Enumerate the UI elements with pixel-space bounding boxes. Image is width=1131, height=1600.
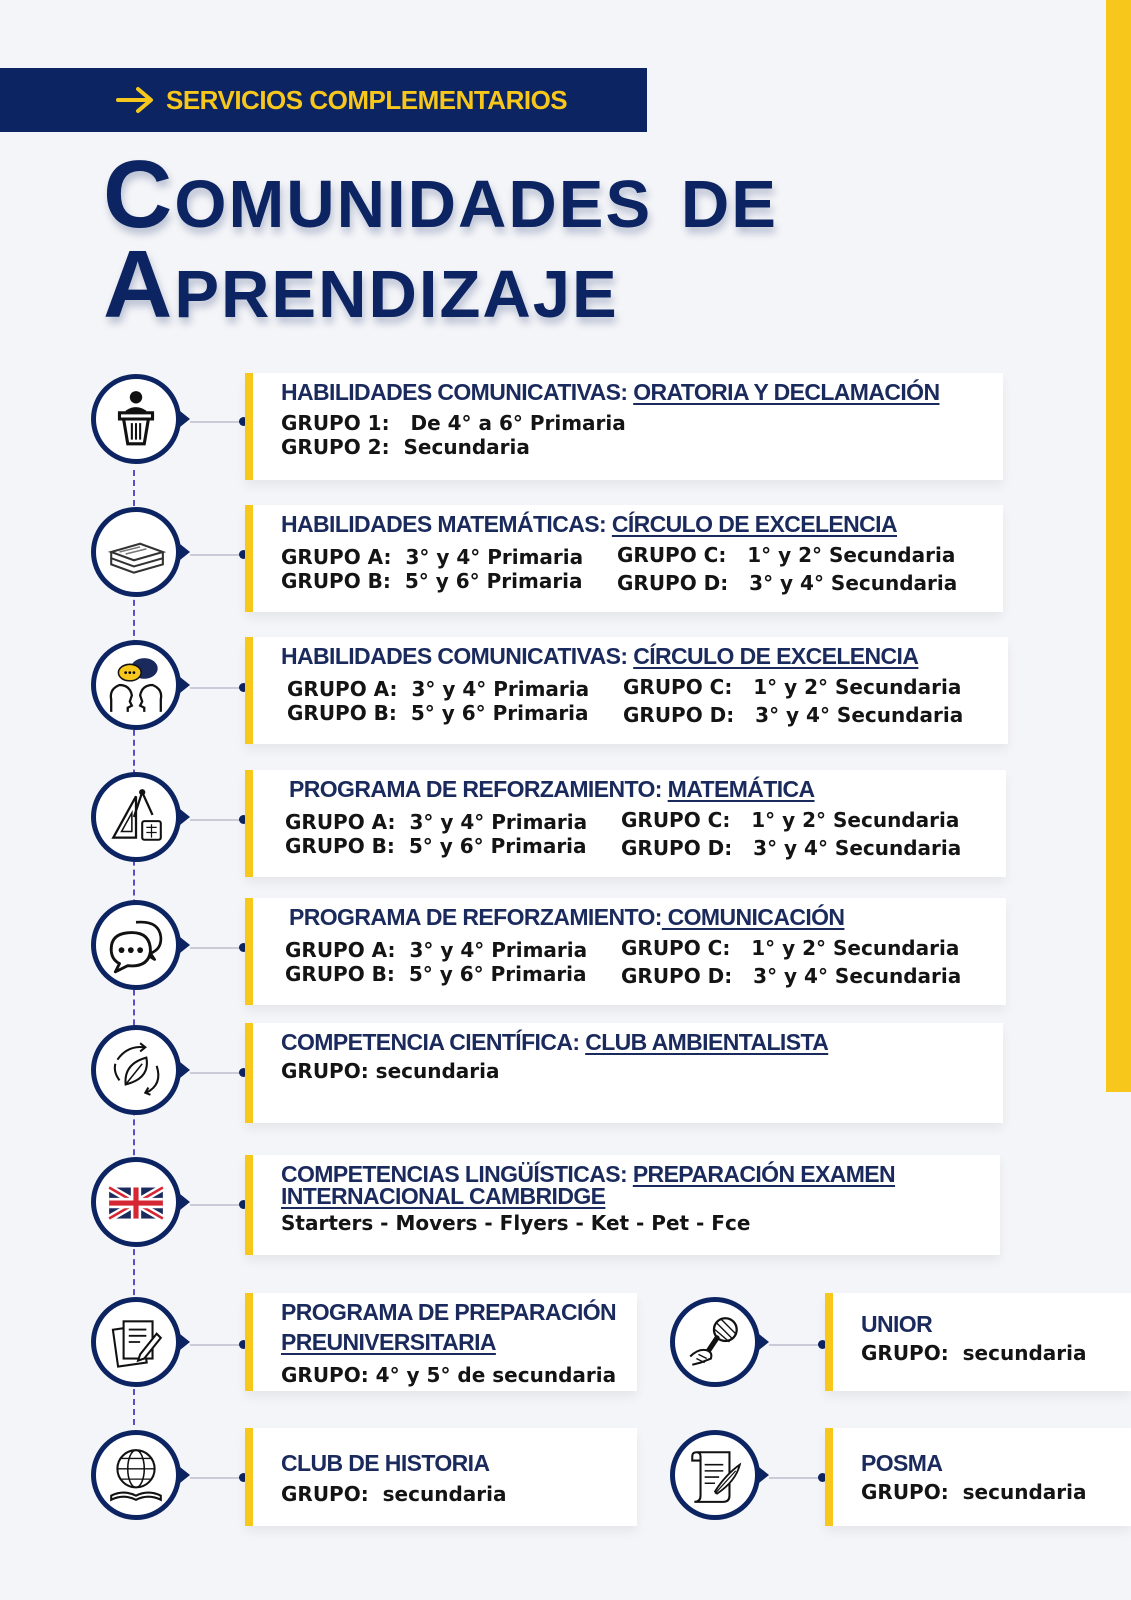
group-line: GRUPO C: 1° y 2° Secundaria <box>621 936 960 960</box>
banner-text: SERVICIOS COMPLEMENTARIOS <box>166 84 568 115</box>
card-posma <box>825 1428 1131 1526</box>
group-line: GRUPO C: 1° y 2° Secundaria <box>623 675 962 699</box>
group-line: GRUPO C: 1° y 2° Secundaria <box>621 808 960 832</box>
connector <box>190 947 245 949</box>
conversation-heads-icon <box>91 640 181 730</box>
group-line: GRUPO: secundaria <box>281 1482 507 1506</box>
math-books-icon <box>91 507 181 597</box>
card-title: HABILIDADES MATEMÁTICAS: CÍRCULO DE EXCELENCIA <box>281 511 897 537</box>
group-line: GRUPO 1: De 4° a 6° Primaria <box>281 411 626 435</box>
card-link[interactable]: CÍRCULO DE EXCELENCIA <box>633 643 919 669</box>
group-line: GRUPO D: 3° y 4° Secundaria <box>617 571 958 595</box>
group-line: GRUPO: 4° y 5° de secundaria <box>281 1363 617 1387</box>
card-title: CLUB DE HISTORIA <box>281 1450 490 1476</box>
group-line: GRUPO: secundaria <box>861 1341 1087 1365</box>
card-reforzamiento-matematica <box>245 770 1006 877</box>
connector <box>190 421 245 423</box>
yellow-side-bar <box>1106 0 1131 1092</box>
card-link[interactable]: COMUNICACIÓN <box>661 904 845 930</box>
card-title: PROGRAMA DE REFORZAMIENTO: COMUNICACIÓN <box>289 904 845 930</box>
geometry-tools-icon <box>91 772 181 862</box>
card-reforzamiento-comunicacion <box>245 898 1006 1005</box>
connector <box>190 819 245 821</box>
group-line: GRUPO 2: Secundaria <box>281 435 530 459</box>
card-oratoria <box>245 373 1003 480</box>
chat-bubbles-icon <box>91 900 181 990</box>
card-unior <box>825 1293 1131 1391</box>
title-line-1: Comunidades de <box>103 141 778 248</box>
group-line: GRUPO D: 3° y 4° Secundaria <box>621 964 962 988</box>
connector <box>769 1477 824 1479</box>
exam-levels: Starters - Movers - Flyers - Ket - Pet - Fce <box>281 1211 751 1235</box>
card-cambridge <box>245 1155 1000 1255</box>
card-title: PROGRAMA DE REFORZAMIENTO: MATEMÁTICA <box>289 776 815 802</box>
connector <box>190 1072 245 1074</box>
page-title <box>103 141 778 338</box>
group-line: GRUPO C: 1° y 2° Secundaria <box>617 543 956 567</box>
card-title-line-2 <box>281 1329 637 1355</box>
title-line-2: Aprendizaje <box>103 231 619 338</box>
card-title: UNIOR <box>861 1311 933 1337</box>
group-line: GRUPO B: 5° y 6° Primaria <box>281 569 583 593</box>
card-club-ambientalista <box>245 1023 1003 1123</box>
group-line: GRUPO A: 3° y 4° Primaria <box>281 545 584 569</box>
card-title: COMPETENCIAS LINGÜÍSTICAS: PREPARACIÓN EXAMEN <box>281 1161 896 1187</box>
microphone-hand-icon <box>670 1297 760 1387</box>
connector <box>190 1204 245 1206</box>
card-matematicas-excelencia <box>245 505 1003 612</box>
group-line: GRUPO D: 3° y 4° Secundaria <box>621 836 962 860</box>
card-title: POSMA <box>861 1450 943 1476</box>
group-line: GRUPO A: 3° y 4° Primaria <box>285 810 588 834</box>
connector <box>190 554 245 556</box>
card-club-historia <box>245 1428 637 1526</box>
card-title: HABILIDADES COMUNICATIVAS: CÍRCULO DE EXCELENCIA <box>281 643 919 669</box>
card-title: HABILIDADES COMUNICATIVAS: ORATORIA Y DECLAMACIÓN <box>281 379 940 405</box>
connector <box>190 1477 245 1479</box>
section-banner <box>0 68 647 132</box>
recycle-leaf-icon <box>91 1025 181 1115</box>
scroll-quill-icon <box>670 1430 760 1520</box>
card-comunicativas-excelencia <box>245 637 1008 744</box>
connector <box>190 1344 245 1346</box>
card-title: COMPETENCIA CIENTÍFICA: CLUB AMBIENTALISTA <box>281 1029 829 1055</box>
card-link[interactable]: PREPARACIÓN EXAMEN <box>632 1161 896 1187</box>
group-line: GRUPO: secundaria <box>861 1480 1087 1504</box>
arrow-right-icon <box>116 85 156 115</box>
group-line: GRUPO: secundaria <box>281 1059 500 1083</box>
uk-flag-icon <box>91 1157 181 1247</box>
card-link[interactable]: MATEMÁTICA <box>667 776 815 802</box>
group-line: GRUPO B: 5° y 6° Primaria <box>285 962 587 986</box>
connector <box>769 1344 824 1346</box>
group-line: GRUPO B: 5° y 6° Primaria <box>285 834 587 858</box>
card-link[interactable]: INTERNACIONAL CAMBRIDGE <box>281 1183 606 1209</box>
writing-document-icon <box>91 1297 181 1387</box>
group-line: GRUPO A: 3° y 4° Primaria <box>285 938 588 962</box>
card-title: PROGRAMA DE PREPARACIÓN <box>281 1299 617 1325</box>
group-line: GRUPO B: 5° y 6° Primaria <box>287 701 589 725</box>
connector <box>190 687 245 689</box>
card-link[interactable]: CLUB AMBIENTALISTA <box>585 1029 829 1055</box>
globe-book-icon <box>91 1430 181 1520</box>
card-preuniversitaria <box>245 1293 637 1391</box>
group-line: GRUPO A: 3° y 4° Primaria <box>287 677 590 701</box>
group-line: GRUPO D: 3° y 4° Secundaria <box>623 703 964 727</box>
speaker-podium-icon <box>91 374 181 464</box>
card-link[interactable]: PREUNIVERSITARIA <box>281 1329 496 1355</box>
card-link[interactable]: CÍRCULO DE EXCELENCIA <box>611 511 897 537</box>
card-link[interactable]: ORATORIA Y DECLAMACIÓN <box>633 379 940 405</box>
